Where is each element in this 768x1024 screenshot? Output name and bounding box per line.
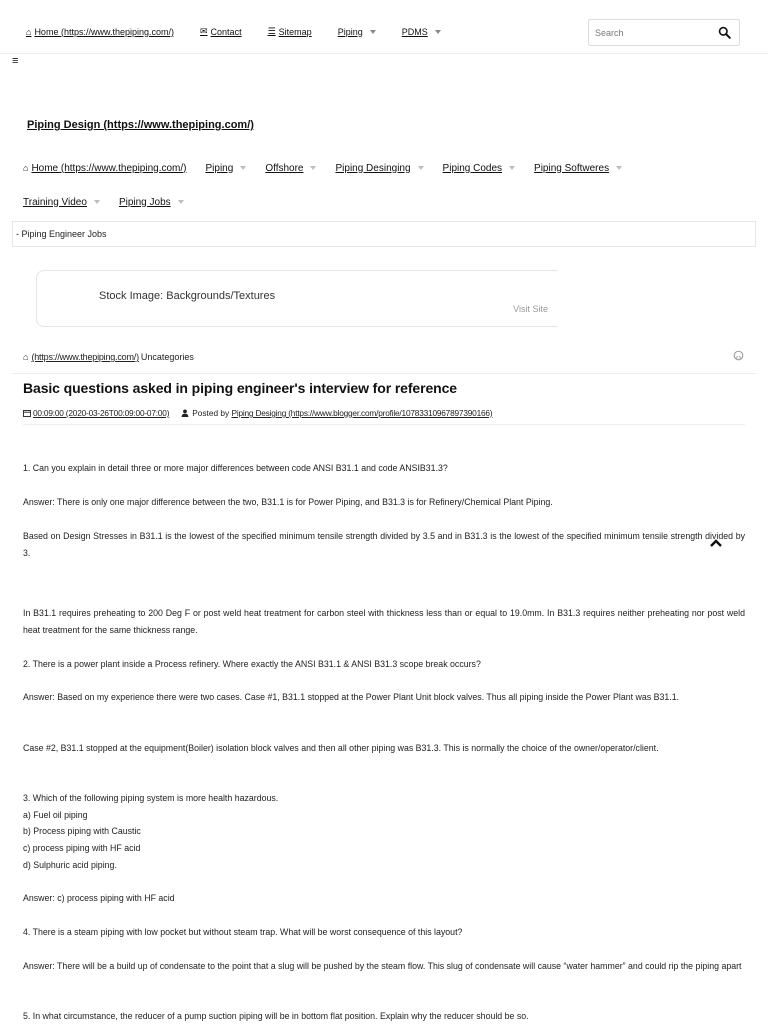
list-icon: ☰ [267,26,276,36]
calendar-icon [23,409,31,417]
main-nav-row [23,161,743,175]
list-item: d) Sulphuric acid piping. [23,860,117,870]
chevron-down-icon [370,30,376,34]
top-bar [0,0,768,54]
list-item: c) process piping with HF acid [23,843,141,853]
top-nav [26,26,467,37]
nav-item-label: Piping Codes [442,162,503,174]
piping-engineer-jobs-link[interactable]: - Piping Engineer Jobs [12,221,756,247]
nav-item-label: Piping Desinging [335,162,411,174]
nav-item-label: Training Video [23,196,87,208]
post-author-link[interactable]: Piping Desiging (https://www.blogger.com/profile/10783310967897390166) [231,408,493,418]
top-nav-pdms-dropdown[interactable] [402,27,441,37]
top-nav-contact-link[interactable] [200,26,242,37]
breadcrumb-home-link[interactable]: (https://www.thepiping.com/) [31,352,139,362]
ad-banner[interactable] [36,270,558,327]
post-paragraph: Based on Design Stresses in B31.1 is the lowest of the specified minimum tensile strength divided by 3.5 and in B31.3 is the lowest of the specified minimum tensile strength divided by 3. [23,531,745,558]
nav-item-home[interactable] [23,163,187,174]
breadcrumb-category: Uncategories [140,352,194,362]
list-item: a) Fuel oil piping [23,810,88,820]
top-nav-pdms-label: PDMS [401,26,428,37]
post-paragraph: 1. Can you explain in detail three or more major differences between code ANSI B31.1 and code ANSIB31.3? [23,463,448,473]
chevron-down-icon [435,30,441,34]
search-input[interactable] [589,28,709,38]
ad-title: Stock Image: Backgrounds/Textures [99,290,276,302]
post-paragraph: 4. There is a steam piping with low pocket but without steam trap. What will be worst consequence of this layout? [23,927,463,937]
top-nav-home-label: Home (https://www.thepiping.com/) [34,26,174,37]
nav-item-piping-jobs[interactable] [119,197,184,208]
post-title: Basic questions asked in piping engineer's interview for reference [23,380,457,396]
nav-item-label: Offshore [265,162,304,174]
breadcrumb [23,352,194,362]
home-icon: ⌂ [23,163,29,173]
post-paragraph: Case #2, B31.1 stopped at the equipment(Boiler) isolation block valves and then all other piping was B31.3. This is normally the choice of the owner/operator/client. [23,743,659,753]
nav-item-piping-codes[interactable] [443,163,515,174]
nav-item-piping[interactable] [206,163,247,174]
home-icon: ⌂ [23,352,29,362]
top-nav-contact-label: Contact [210,26,242,37]
main-nav [23,161,743,229]
home-icon: ⌂ [26,26,32,37]
top-nav-piping-dropdown[interactable] [338,27,376,37]
main-nav-row [23,195,743,209]
top-nav-sitemap-label: Sitemap [278,26,312,37]
post-meta [23,408,492,418]
posted-by-label: Posted by [192,408,230,418]
divider [23,424,745,425]
nav-item-label: Home (https://www.thepiping.com/) [31,162,187,174]
menu-toggle-icon[interactable]: ≡ [12,55,19,67]
chevron-down-icon [509,166,515,170]
post-paragraph: 2. There is a power plant inside a Process refinery. Where exactly the ANSI B31.1 & ANSI B31.3 scope break occurs? [23,659,481,669]
list-item: b) Process piping with Caustic [23,826,141,836]
site-title-link[interactable]: Piping Design (https://www.thepiping.com/) [27,119,254,131]
list-item: 3. Which of the following piping system is more health hazardous. [23,793,279,803]
top-nav-home-link[interactable] [26,27,174,37]
user-icon [181,409,189,417]
ad-visit-site-link[interactable]: Visit Site [513,304,548,314]
nav-item-piping-softweres[interactable] [534,163,622,174]
post-paragraph: 5. In what circumstance, the reducer of a pump suction piping will be in bottom flat position. Explain why the reducer should be so. [23,1011,529,1021]
top-nav-piping-label: Piping [337,26,363,37]
search-icon[interactable] [718,26,731,39]
nav-item-label: Piping [205,162,234,174]
chevron-down-icon [178,200,184,204]
nav-item-piping-desinging[interactable] [335,163,423,174]
post-paragraph: Answer: There is only one major difference between the two, B31.1 is for Power Piping, and B31.3 is for Refinery/Chemical Plant Piping. [23,497,553,507]
divider [12,373,756,374]
nav-item-label: Piping Softweres [534,162,610,174]
envelope-icon: ✉ [200,26,208,36]
chevron-down-icon [616,166,622,170]
nav-item-training-video[interactable] [23,197,100,208]
post-paragraph: Answer: c) process piping with HF acid [23,893,175,903]
nav-item-label: Piping Jobs [118,196,171,208]
nav-item-offshore[interactable] [265,163,316,174]
chevron-down-icon [240,166,246,170]
post-paragraph: Answer: There will be a build up of condensate to the point that a slug will be pushed by the steam flow. This slug of condensate will cause “water hammer” and could rip the piping apart [23,961,742,971]
chevron-down-icon [310,166,316,170]
top-nav-sitemap-link[interactable] [268,26,312,37]
post-date-link[interactable]: 00:09:00 (2020-03-26T00:09:00-07:00) [33,408,170,418]
chevron-down-icon [94,200,100,204]
search-box [588,19,740,46]
github-icon[interactable] [733,350,744,361]
post-paragraph: Answer: Based on my experience there were two cases. Case #1, B31.1 stopped at the Power Plant Unit block valves. Thus all piping inside the Power Plant was B31.1. [23,692,680,702]
chevron-down-icon [418,166,424,170]
post-paragraph: In B31.1 requires preheating to 200 Deg F or post weld heat treatment for carbon steel with thickness less than or equal to 19.0mm. In B31.3 requires neither preheating nor post weld heat treatment for the same thickness range. [23,608,745,635]
scroll-to-top-icon[interactable] [709,538,723,548]
